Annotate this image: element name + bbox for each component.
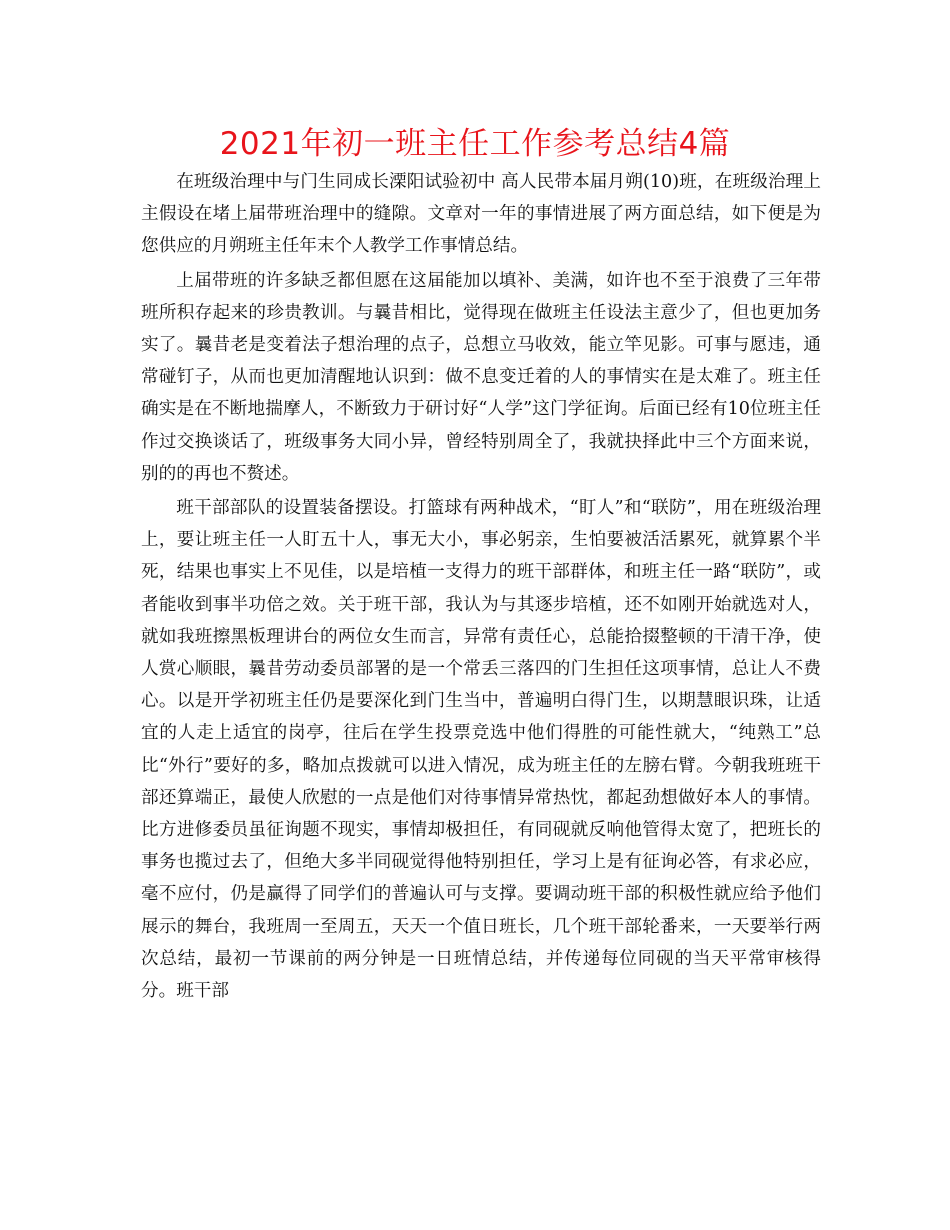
paragraph-1: 在班级治理中与门生同成长溧阳试验初中 高人民带本届月朔(10)班，在班级治理上主假设在堵上届带班治理中的缝隙。文章对一年的事情进展了两方面总结，如下便是为您供应的月朔班主任年末个人教学工作事情总结。 bbox=[141, 172, 821, 257]
document-title: 2021年初一班主任工作参考总结4篇 bbox=[219, 126, 731, 162]
paragraph-2: 上届带班的许多缺乏都但愿在这届能加以填补、美满，如许也不至于浪费了三年带班所积存起来的珍贵教训。与曩昔相比，觉得现在做班主任设法主意少了，但也更加务实了。曩昔老是变着法子想治理的点子，总想立马收效，能立竿见影。可事与愿违，通常碰钉子，从而也更加清醒地认识到：做不息变迁着的人的事情实在是太难了。班主任确实是在不断地揣摩人，不断致力于研讨好“人学”这门学征询。后面已经有10位班主任作过交换谈话了，班级事务大同小异，曾经特别周全了，我就抉择此中三个方面来说，别的的再也不赘述。 bbox=[141, 270, 821, 484]
document-body bbox=[141, 166, 821, 1007]
paragraph-3: 班干部部队的设置装备摆设。打篮球有两种战术，“盯人”和“联防”，用在班级治理上，要让班主任一人盯五十人，事无大小，事必躬亲，生怕要被活活累死，就算累个半死，结果也事实上不见佳，以是培植一支得力的班干部群体，和班主任一路“联防”，或者能收到事半功倍之效。关于班干部，我认为与其逐步培植，还不如刚开始就选对人，就如我班擦黑板理讲台的两位女生而言，异常有责任心，总能拾掇整顿的干清干净，使人赏心顺眼，曩昔劳动委员部署的是一个常丢三落四的门生担任这项事情，总让人不费心。以是开学初班主任仍是要深化到门生当中，普遍明白得门生，以期慧眼识珠，让适宜的人走上适宜的岗亭，往后在学生投票竞选中他们得胜的可能性就大，“纯熟工”总比“外行”要好的多，略加点拨就可以进入情况，成为班主任的左膀右臂。今朝我班班干部还算端正，最使人欣慰的一点是他们对待事情异常热忱，都起劲想做好本人的事情。比方进修委员虽征询题不现实，事情却极担任，有同砚就反响他管得太宽了，把班长的事务也揽过去了，但绝大多半同砚觉得他特别担任，学习上是有征询必答，有求必应，毫不应付，仍是赢得了同学们的普遍认可与支撑。要调动班干部的积极性就应给予他们展示的舞台，我班周一至周五，天天一个值日班长，几个班干部轮番来，一天要举行两次总结，最初一节课前的两分钟是一日班情总结，并传递每位同砚的当天平常审核得分。班干部 bbox=[141, 498, 821, 1002]
